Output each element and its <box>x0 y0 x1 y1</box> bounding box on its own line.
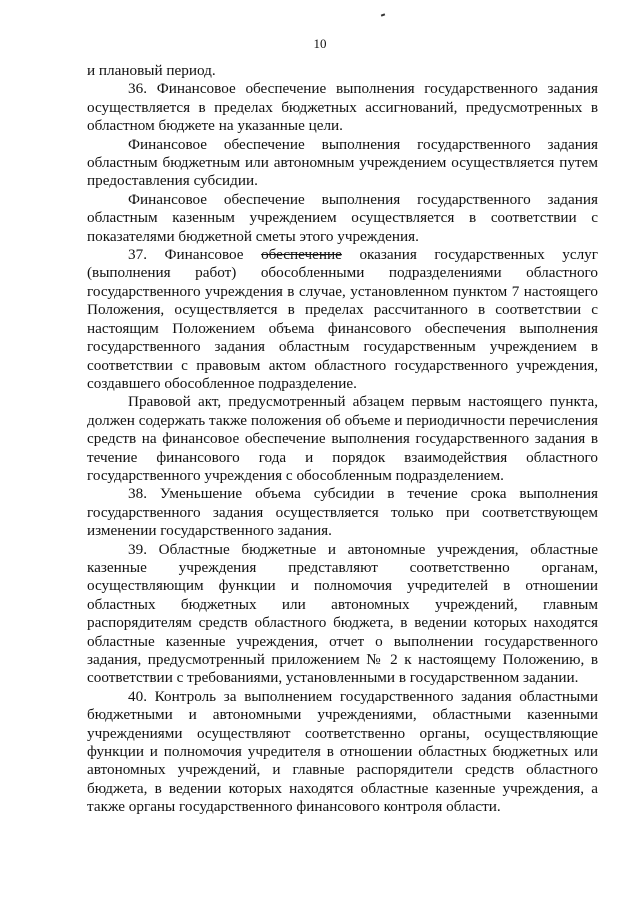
scan-mark <box>381 13 385 16</box>
paragraph-36: 36. Финансовое обеспечение выполнения государственного задания осуществляется в пределах бюджетных ассигнований, предусмотренных в областном бюджете на указанные цели. <box>87 80 598 135</box>
paragraph-continuation: и плановый период. <box>87 62 216 79</box>
paragraph-38: 38. Уменьшение объема субсидии в течение срока выполнения государственного задания осуществляется только при соответствующем изменении государственного задания. <box>87 485 598 540</box>
document-body <box>87 62 598 817</box>
paragraph-37-legal-act: Правовой акт, предусмотренный абзацем первым настоящего пункта, должен содержать также положения об объеме и периодичности перечисления средств на финансовое обеспечение выполнения государственного задания в течение финансового года и порядок взаимодействия областного государственного учреждения с обособленным подразделением. <box>87 393 598 484</box>
paragraph-36-budget-autonomous: Финансовое обеспечение выполнения государственного задания областным бюджетным или автономным учреждением осуществляется путем предоставления субсидии. <box>87 135 598 190</box>
paragraph-39: 39. Областные бюджетные и автономные учреждения, областные казенные учреждения представляют соответственно органам, осуществляющим функции и полномочия учредителей в отношении областных бюджетных или автономных учреждений, главным распорядителям средств областного бюджета, в ведении которых находятся областные казенные учреждения, отчет о выполнении государственного задания, предусмотренный приложением № 2 к настоящему Положению, в соответствии с требованиями, установленными в государственном задании. <box>87 540 598 687</box>
paragraph-37 <box>87 246 598 393</box>
paragraph-36-treasury: Финансовое обеспечение выполнения государственного задания областным казенным учреждением осуществляется в соответствии с показателями бюджетной сметы этого учреждения. <box>87 190 598 245</box>
paragraph-37-end: оказания государственных услуг (выполнения работ) обособленными подразделениями областного государственного учреждения в случае, установленном пунктом 7 настоящего Положения, осуществляется в пределах рассчитанного в соответствии с настоящим Положением объема финансового обеспечения выполнения государственного задания областным государственным учреждением в соответствии с правовым актом областного государственного учреждения, создавшего обособленное подразделение. <box>87 246 598 392</box>
page-number: 10 <box>313 36 327 51</box>
struck-word: обеспечение <box>261 246 342 264</box>
paragraph-40: 40. Контроль за выполнением государственного задания областными бюджетными и автономными учреждениями, областными казенными учреждениями осуществляют соответственно органы, осуществляющие функции и полномочия учредителя в отношении областных бюджетных или автономных учреждений, и главные распорядители средств областного бюджета, в ведении которых находятся областные казенные учреждения, а также органы государственного финансового контроля области. <box>87 687 598 816</box>
paragraph-37-start: 37. Финансовое <box>128 246 262 264</box>
